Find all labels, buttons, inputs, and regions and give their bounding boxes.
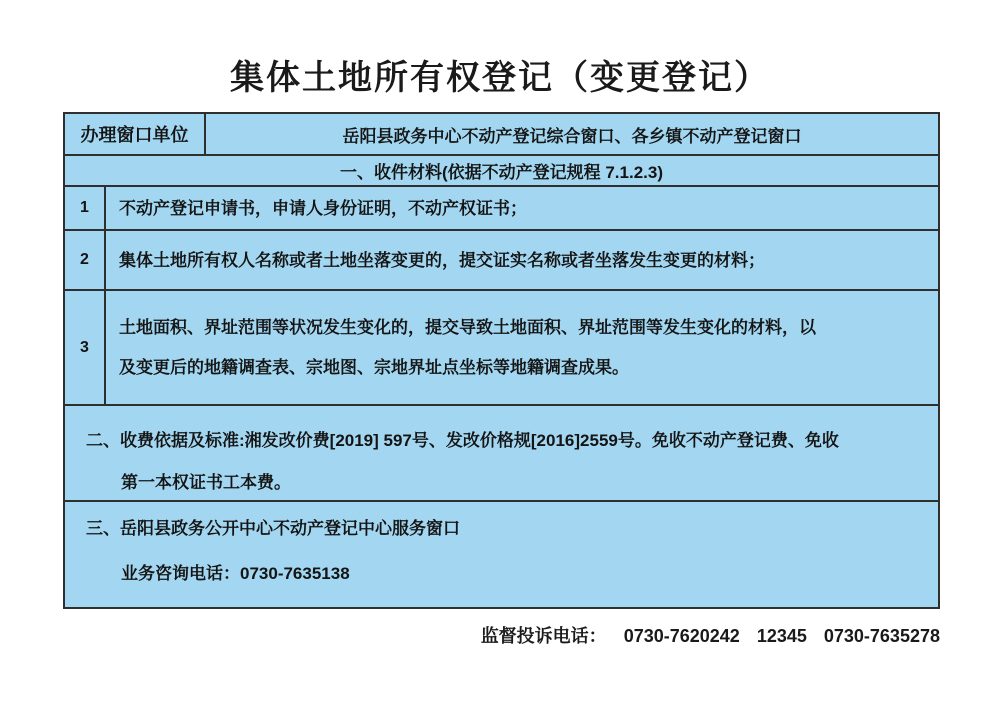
- complaint-phone: 12345: [756, 626, 807, 646]
- fees-section-row: [65, 404, 938, 500]
- service-section-text: [65, 502, 938, 607]
- item-text: [106, 187, 938, 229]
- section1-heading: 一、收件材料(依据不动产登记规程 7.1.2.3): [65, 154, 938, 185]
- fees-line: 二、收费依据及标准:湘发改价费[2019] 597号、发改价格规[2016]2559号。免收不动产登记费、免收: [86, 431, 839, 450]
- window-unit-label: 办理窗口单位: [65, 114, 206, 154]
- complaint-hotline: [481, 622, 940, 648]
- service-line: 业务咨询电话：0730-7635138: [121, 564, 350, 583]
- item-text: [106, 231, 938, 289]
- material-item-row: [65, 289, 938, 404]
- item-number: 1: [65, 187, 106, 229]
- complaint-phone: 0730-7635278: [823, 626, 940, 646]
- complaint-hotline-label: 监督投诉电话：: [480, 626, 607, 646]
- complaint-phone: 0730-7620242: [623, 626, 740, 646]
- registration-table: [63, 112, 940, 609]
- material-item-row: [65, 229, 938, 289]
- item-text-line: 集体土地所有权人名称或者土地坐落变更的，提交证实名称或者坐落发生变更的材料；: [119, 250, 765, 270]
- material-item-row: [65, 185, 938, 229]
- fees-section-text: [65, 406, 938, 500]
- item-number: 3: [65, 291, 106, 404]
- window-unit-row: [65, 114, 938, 154]
- item-text-line: 土地面积、界址范围等状况发生变化的，提交导致土地面积、界址范围等发生变化的材料，以: [119, 318, 816, 337]
- page-title: 集体土地所有权登记（变更登记）: [230, 60, 770, 97]
- service-section-row: [65, 500, 938, 607]
- fees-line: 第一本权证书工本费。: [121, 473, 291, 492]
- item-text-line: 及变更后的地籍调查表、宗地图、宗地界址点坐标等地籍调查成果。: [119, 358, 629, 377]
- item-text: [106, 291, 938, 404]
- window-unit-value: 岳阳县政务中心不动产登记综合窗口、各乡镇不动产登记窗口: [342, 126, 802, 146]
- item-text-line: 不动产登记申请书，申请人身份证明，不动产权证书；: [119, 198, 527, 218]
- item-number: 2: [65, 231, 106, 289]
- service-line: 三、岳阳县政务公开中心不动产登记中心服务窗口: [86, 519, 460, 538]
